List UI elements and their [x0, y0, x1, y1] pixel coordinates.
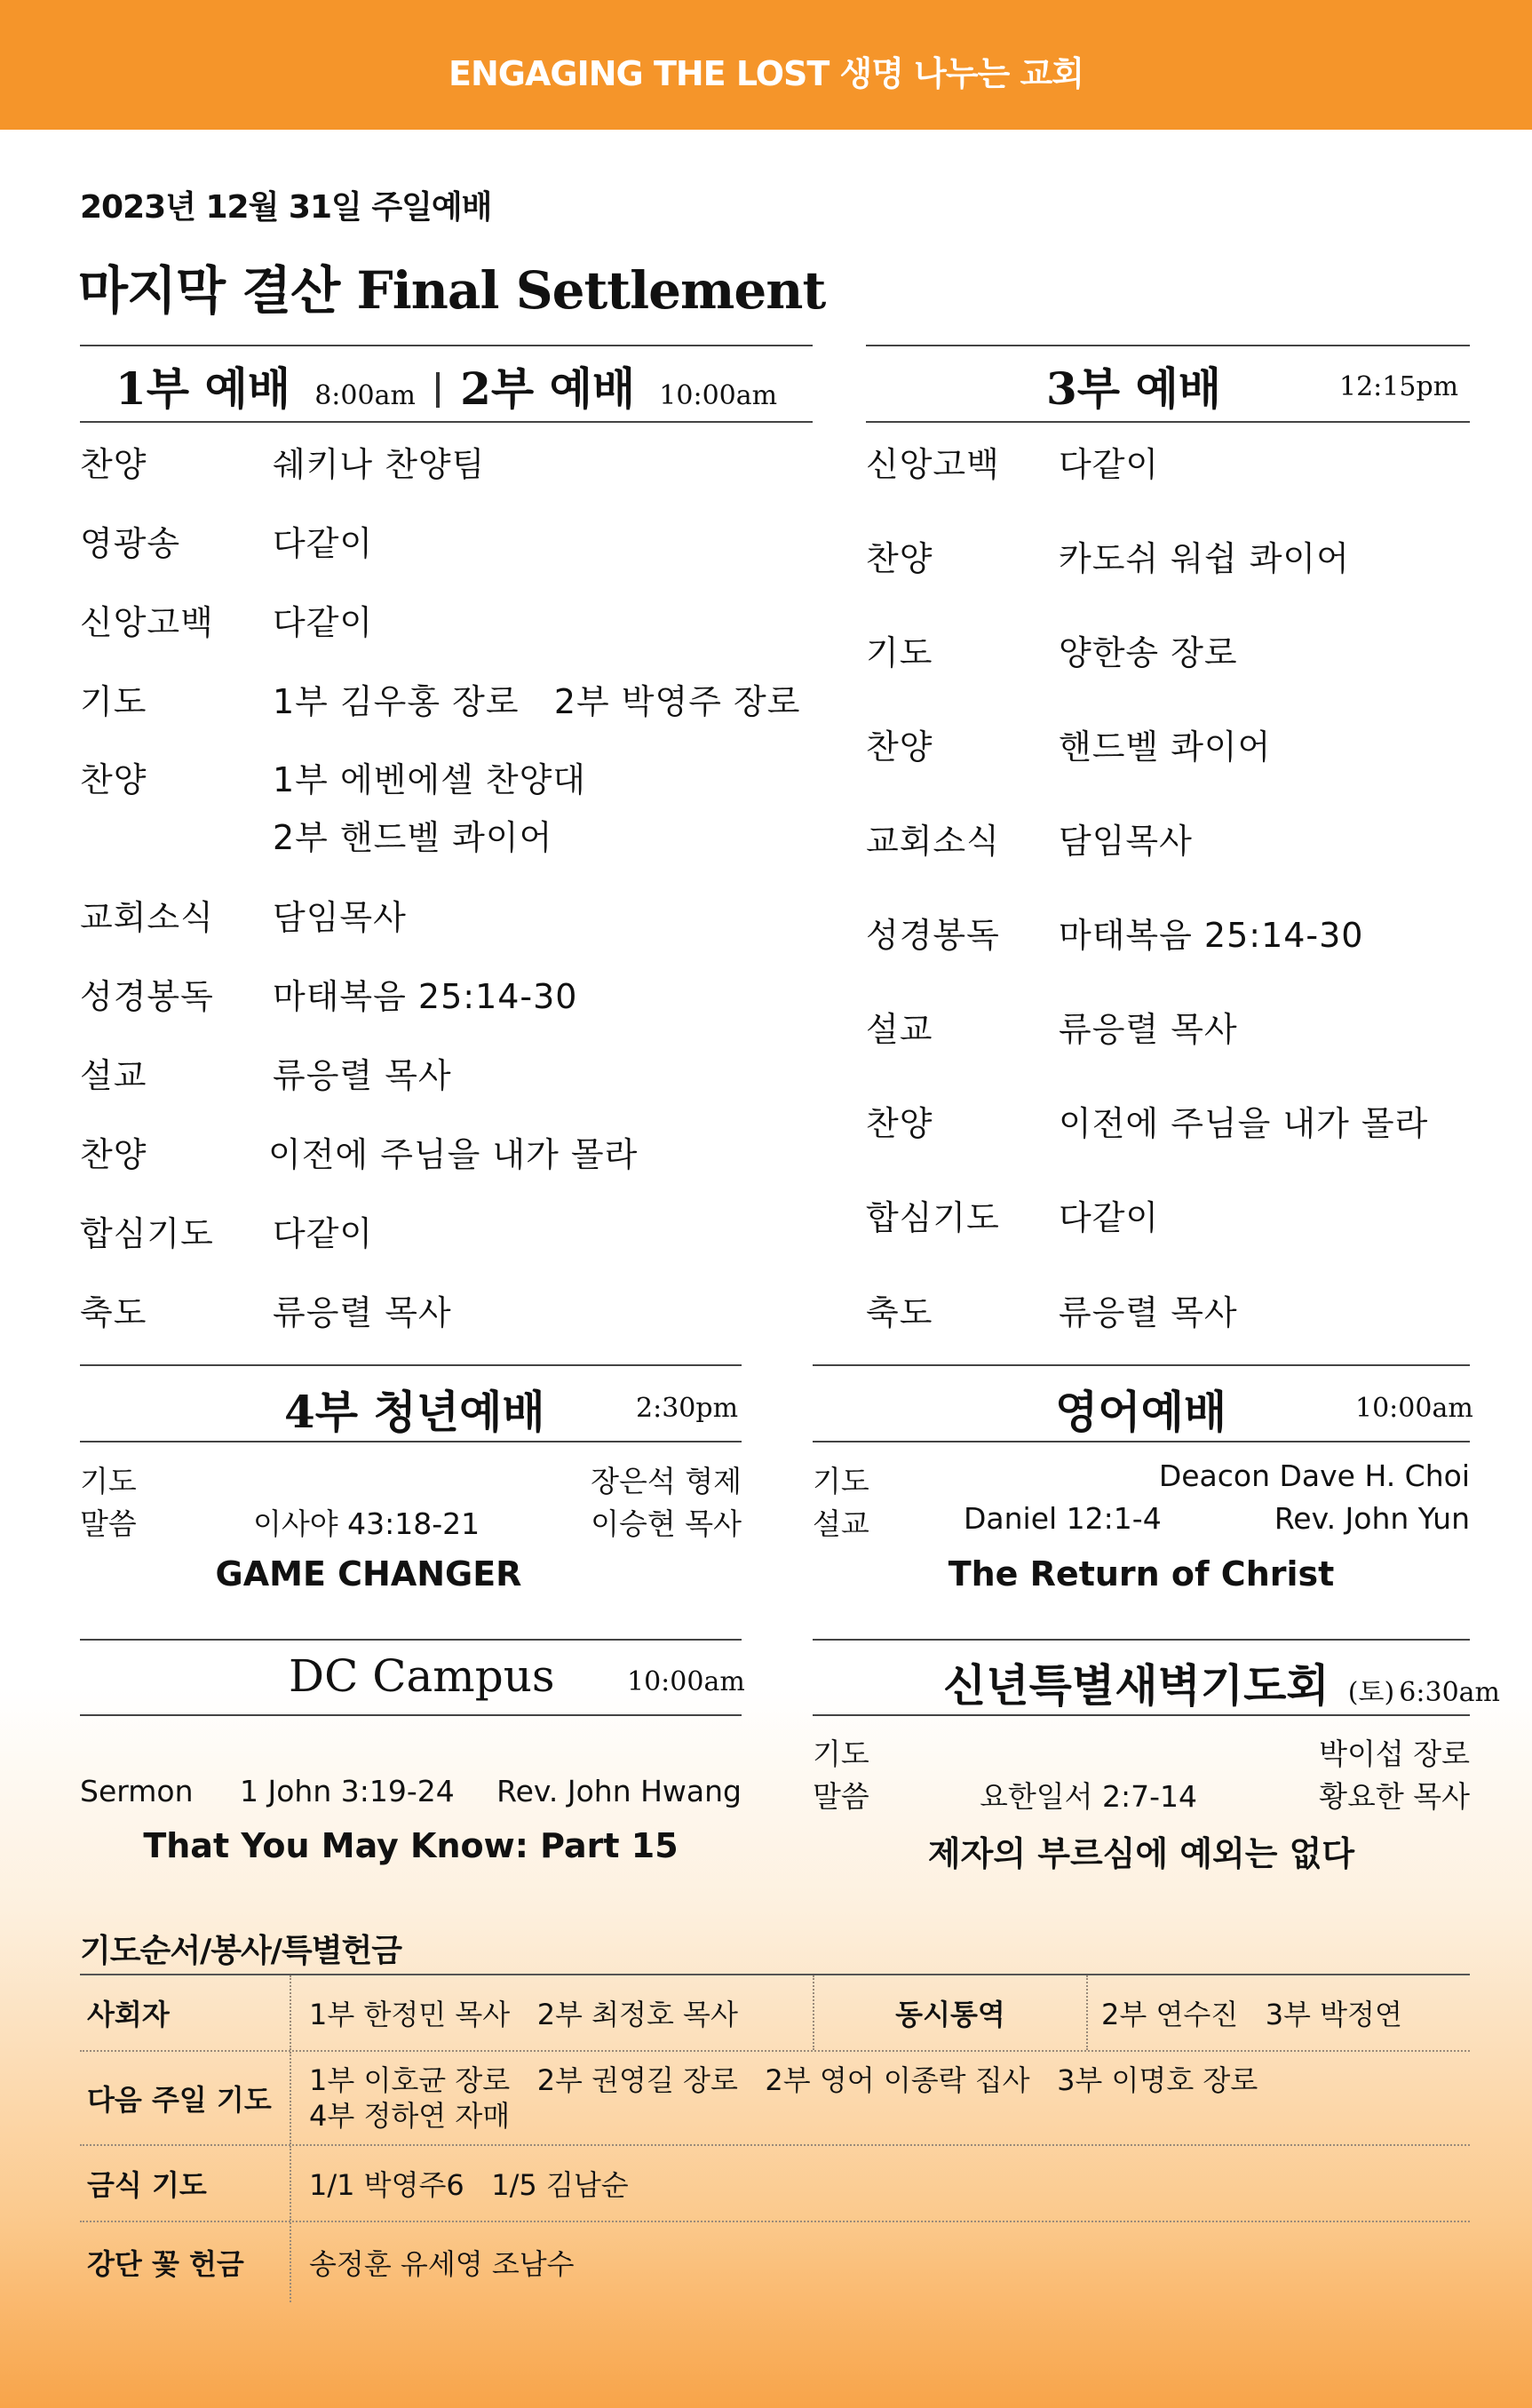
program-value: 류응렬 목사 — [1059, 1010, 1238, 1049]
row-value-text: 4부 정하연 자매 — [309, 2099, 511, 2133]
service2-time: 10:00am — [659, 380, 778, 411]
divider — [80, 345, 813, 346]
dawn-time: 6:30am — [1399, 1677, 1500, 1708]
service4-time: 2:30pm — [636, 1393, 739, 1424]
banner-text: ENGAGING THE LOST 생명 나누는 교회 — [448, 54, 1084, 93]
scripture-ref: 1 John 3:19-24 — [240, 1774, 455, 1808]
service2-label: 2부 예배 — [460, 362, 636, 415]
duties-table — [80, 1974, 1470, 2302]
dawn-label: 신년특별새벽기도회 — [943, 1659, 1330, 1712]
preacher-name: 이승현 목사 — [591, 1506, 742, 1541]
preacher-name: Rev. John Yun — [1274, 1501, 1470, 1536]
program-value: 마태복음 25:14-30 — [1059, 916, 1364, 955]
sermon-title: GAME CHANGER — [215, 1554, 522, 1593]
program-value: 다같이 — [273, 524, 374, 563]
program-value: 쉐키나 찬양팀 — [273, 445, 486, 484]
program-value: 카도쉬 워쉽 콰이어 — [1059, 539, 1350, 578]
program-label: 찬양 — [866, 1104, 933, 1143]
prayer-label: 기도 — [80, 1464, 137, 1498]
english-time: 10:00am — [1355, 1393, 1473, 1424]
row-label: 금식 기도 — [80, 2146, 291, 2221]
program-label: 성경봉독 — [866, 916, 1000, 955]
program-label: 신앙고백 — [866, 445, 1000, 484]
word-label: 말씀 — [813, 1779, 869, 1814]
program-value: 류응렬 목사 — [1059, 1293, 1238, 1332]
program-value: 이전에 주님을 내가 몰라 — [268, 1135, 639, 1174]
program-value: 류응렬 목사 — [273, 1056, 452, 1095]
row-value-text: 송정훈 유세영 조남수 — [309, 2247, 575, 2281]
row-value — [309, 1975, 738, 2050]
program-value: 다같이 — [1059, 1198, 1160, 1237]
row-value — [309, 2052, 1258, 2144]
program-value: 마태복음 25:14-30 — [273, 977, 578, 1016]
service4-label: 4부 청년예배 — [284, 1386, 545, 1438]
prayer-name: 박이섭 장로 — [1319, 1736, 1470, 1771]
divider — [80, 421, 813, 423]
sermon-title: 제자의 부르심에 예외는 없다 — [927, 1834, 1355, 1873]
program-value: 다같이 — [1059, 445, 1160, 484]
row-value — [309, 2222, 575, 2302]
sermon-label: 설교 — [813, 1506, 869, 1541]
sermon-title: The Return of Christ — [948, 1554, 1335, 1593]
program-label: 설교 — [866, 1010, 933, 1049]
program-label: 기도 — [80, 682, 147, 721]
scripture-ref: Daniel 12:1-4 — [964, 1501, 1162, 1536]
sermon-label: Sermon — [80, 1774, 194, 1808]
program-label: 신앙고백 — [80, 603, 214, 642]
program-value: 담임목사 — [273, 898, 407, 937]
table-row — [80, 2146, 1470, 2222]
bulletin-date: 2023년 12월 31일 주일예배 — [80, 189, 492, 226]
prayer-label: 기도 — [813, 1464, 869, 1498]
divider — [80, 1364, 742, 1366]
program-label: 성경봉독 — [80, 977, 214, 1016]
divider — [813, 1441, 1470, 1442]
program-value: 1부 에벤에셀 찬양대 — [273, 760, 586, 799]
scripture-ref: 요한일서 2:7-14 — [980, 1779, 1198, 1814]
row-value-text: 1부 한정민 목사 2부 최정호 목사 — [309, 1998, 738, 2031]
program-label: 기도 — [866, 633, 933, 672]
program-value: 2부 핸드벨 콰이어 — [273, 818, 553, 857]
row-label: 사회자 — [80, 1975, 291, 2050]
service12-header — [115, 354, 777, 417]
program-value: 핸드벨 콰이어 — [1059, 727, 1272, 767]
english-label: 영어예배 — [1055, 1386, 1227, 1438]
service1-time: 8:00am — [314, 380, 416, 411]
word-label: 말씀 — [80, 1506, 137, 1541]
row-label: 강단 꽃 헌금 — [80, 2222, 291, 2302]
row-value-text: 1부 이호균 장로 2부 권영길 장로 2부 영어 이종락 집사 3부 이명호 장로 — [309, 2063, 1258, 2097]
row-value-text: 2부 연수진 3부 박정연 — [1101, 1998, 1402, 2031]
program-value: 다같이 — [273, 1214, 374, 1253]
service1-label: 1부 예배 — [115, 362, 291, 415]
row-label: 다음 주일 기도 — [80, 2052, 291, 2144]
table-row — [80, 2222, 1470, 2302]
program-value: 류응렬 목사 — [273, 1293, 452, 1332]
program-label: 합심기도 — [80, 1214, 214, 1253]
program-label: 축도 — [80, 1293, 147, 1332]
program-label: 교회소식 — [80, 898, 214, 937]
program-label: 찬양 — [80, 1135, 147, 1174]
program-label: 설교 — [80, 1056, 147, 1095]
divider — [80, 1714, 742, 1716]
page-title: 마지막 결산 Final Settlement — [78, 260, 826, 321]
divider — [866, 421, 1470, 423]
dc-time: 10:00am — [627, 1666, 745, 1697]
divider — [813, 1364, 1470, 1366]
section-title: 기도순서/봉사/특별헌금 — [80, 1933, 402, 1969]
service3-time: 12:15pm — [1339, 371, 1459, 402]
row-label-2: 동시통역 — [813, 1975, 1088, 2050]
program-value: 이전에 주님을 내가 몰라 — [1059, 1104, 1429, 1143]
dawn-header — [943, 1650, 1500, 1714]
program-label: 찬양 — [80, 445, 147, 484]
program-label: 교회소식 — [866, 822, 1000, 861]
dc-label: DC Campus — [289, 1650, 555, 1702]
program-value: 양한송 장로 — [1059, 633, 1238, 672]
program-label: 영광송 — [80, 524, 181, 563]
program-label: 찬양 — [866, 727, 933, 767]
program-label: 찬양 — [80, 760, 147, 799]
divider — [80, 1639, 742, 1641]
prayer-label: 기도 — [813, 1736, 869, 1771]
program-label: 찬양 — [866, 539, 933, 578]
preacher-name: Rev. John Hwang — [496, 1774, 742, 1808]
row-value-text: 1/1 박영주6 1/5 김남순 — [309, 2168, 629, 2202]
program-label: 축도 — [866, 1293, 933, 1332]
header-banner — [0, 0, 1532, 130]
row-value — [309, 2146, 629, 2221]
service3-label: 3부 예배 — [1046, 362, 1222, 415]
prayer-name: 장은석 형제 — [591, 1464, 742, 1498]
program-value: 다같이 — [273, 603, 374, 642]
row-value-2 — [1101, 1975, 1402, 2050]
divider — [813, 1714, 1470, 1716]
program-label: 합심기도 — [866, 1198, 1000, 1237]
prayer-name: Deacon Dave H. Choi — [1158, 1458, 1470, 1493]
divider — [866, 345, 1470, 346]
program-value: 1부 김우홍 장로 2부 박영주 장로 — [273, 682, 801, 721]
scripture-ref: 이사야 43:18-21 — [253, 1506, 480, 1541]
program-value: 담임목사 — [1059, 822, 1193, 861]
table-row — [80, 1975, 1470, 2052]
sermon-title: That You May Know: Part 15 — [143, 1826, 679, 1865]
divider — [80, 1441, 742, 1442]
header-separator — [436, 372, 440, 408]
preacher-name: 황요한 목사 — [1319, 1779, 1470, 1814]
divider — [813, 1639, 1470, 1641]
dawn-day: (토) — [1347, 1677, 1395, 1708]
table-row — [80, 2052, 1470, 2146]
